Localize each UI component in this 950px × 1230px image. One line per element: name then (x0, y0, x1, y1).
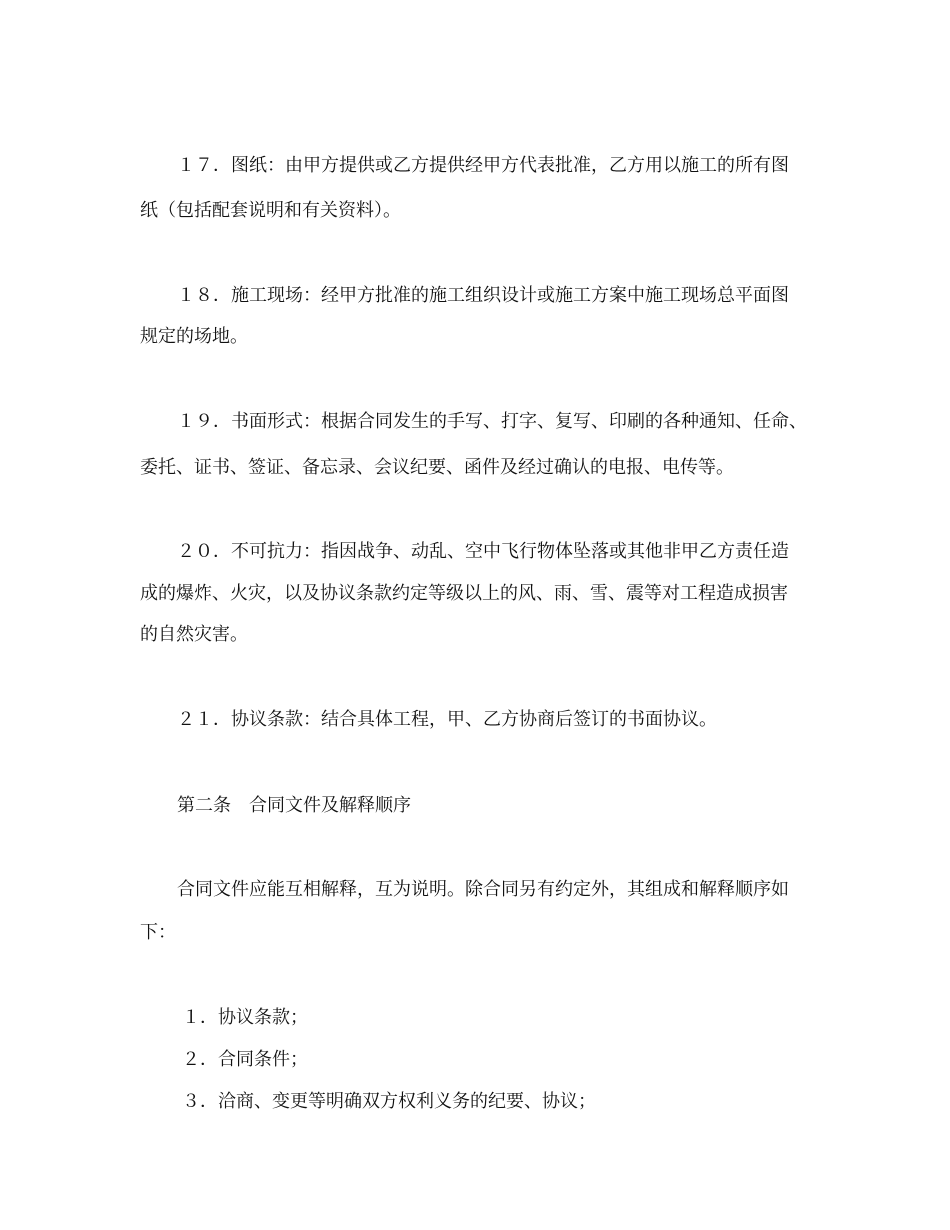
clause-19-line-1: １９．书面形式：根据合同发生的手写、打字、复写、印刷的各种通知、任命、 (177, 411, 807, 432)
clause-18-line-2: 规定的场地。 (140, 326, 248, 347)
clause-21-line-1: ２１．协议条款：结合具体工程，甲、乙方协商后签订的书面协议。 (177, 709, 717, 730)
clause-17-line-2: 纸（包括配套说明和有关资料）。 (140, 200, 401, 221)
order-list-item: ３．洽商、变更等明确双方权利义务的纪要、协议； (182, 1091, 596, 1112)
clause-19-line-2: 委托、证书、签证、备忘录、会议纪要、函件及经过确认的电报、电传等。 (140, 457, 734, 478)
article-2-intro-line-2: 下： (140, 922, 176, 943)
order-list-item: １．协议条款； (182, 1007, 308, 1028)
order-list-item: ２．合同条件； (182, 1049, 308, 1070)
article-2-heading: 第二条 合同文件及解释顺序 (177, 795, 411, 816)
clause-18-line-1: １８．施工现场：经甲方批准的施工组织设计或施工方案中施工现场总平面图 (177, 285, 789, 306)
clause-20-line-1: ２０．不可抗力：指因战争、动乱、空中飞行物体坠落或其他非甲乙方责任造 (177, 541, 789, 562)
clause-20-line-3: 的自然灾害。 (140, 624, 248, 645)
article-2-intro-line-1: 合同文件应能互相解释，互为说明。除合同另有约定外，其组成和解释顺序如 (177, 879, 789, 900)
clause-17-line-1: １７．图纸：由甲方提供或乙方提供经甲方代表批准，乙方用以施工的所有图 (177, 155, 789, 176)
clause-20-line-2: 成的爆炸、火灾，以及协议条款约定等级以上的风、雨、雪、震等对工程造成损害 (140, 583, 788, 604)
